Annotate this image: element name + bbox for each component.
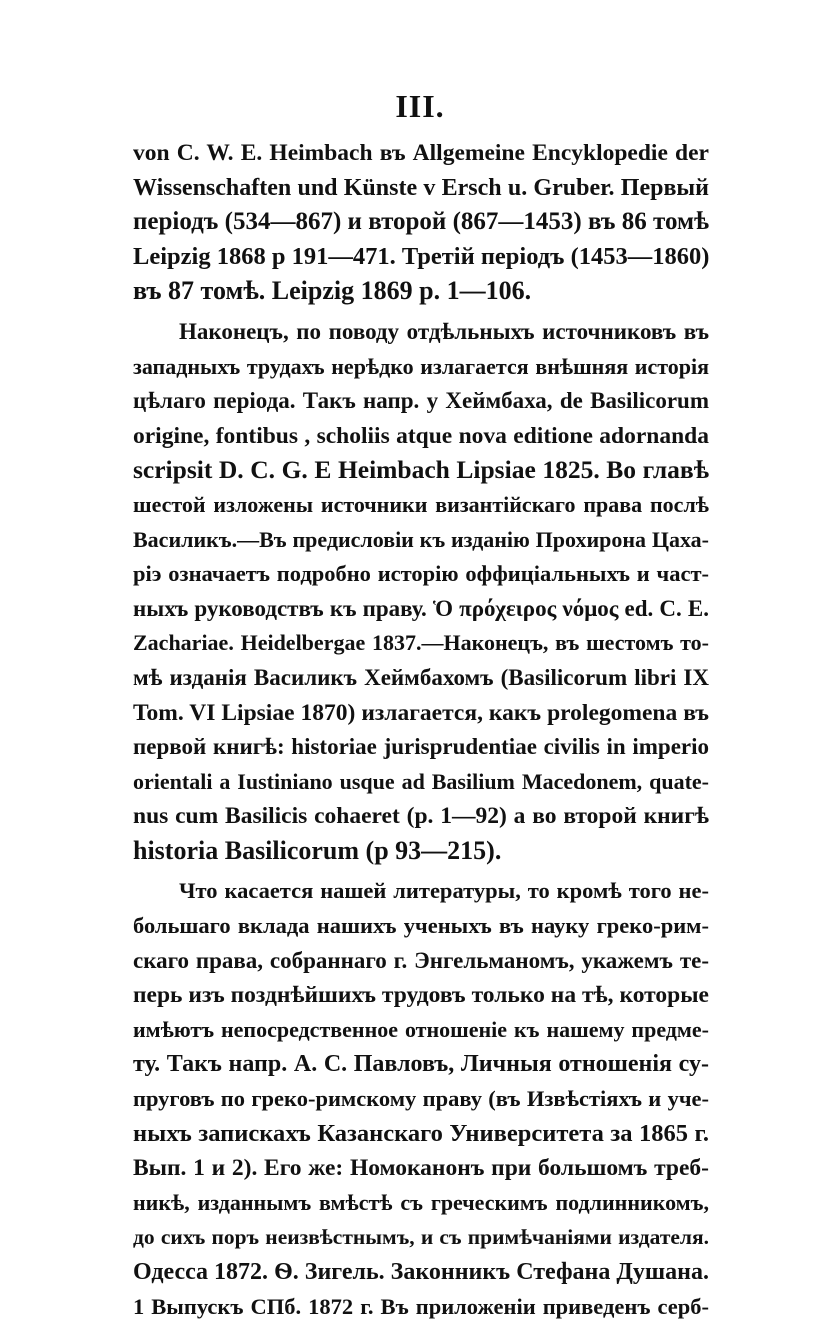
paragraph-3 (133, 874, 709, 1324)
text-line: цѣлаго періода. Такъ напр. у Хеймбаха, de Basilicorum (133, 388, 709, 414)
text-line: перь изъ позднѣйшихъ трудовъ только на тѣ, которые (133, 982, 709, 1009)
text-line: ріэ означаетъ подробно исторію оффиціальныхъ и част- (133, 561, 709, 587)
text-line: періодъ (534—867) и второй (867—1453) въ 86 томѣ (133, 208, 709, 236)
text-line: западныхъ трудахъ нерѣдко излагается внѣшняя исторія (133, 353, 709, 379)
text-line: scripsit D. C. G. E Heimbach Lipsiae 1825. Во главѣ (133, 455, 709, 485)
text-line: Zachariae. Heidelbergae 1837.—Наконецъ, въ шестомъ то- (133, 630, 709, 656)
text-line: никѣ, изданнымъ вмѣстѣ съ греческимъ подлинникомъ, (133, 1189, 709, 1215)
text-line: большаго вклада нашихъ ученыхъ въ науку греко-рим- (133, 913, 709, 939)
text-line: 1 Выпускъ СПб. 1872 г. Въ приложеніи приведенъ серб- (133, 1293, 709, 1319)
text-line: historia Basilicorum (p 93—215). (133, 835, 502, 865)
body-text (133, 136, 709, 1324)
text-line: до сихъ поръ неизвѣстнымъ, и съ примѣчаніями издателя. (133, 1225, 709, 1250)
text-line: ту. Такъ напр. А. С. Павловъ, Личныя отношенія су- (133, 1051, 709, 1078)
text-line: Leipzig 1868 p 191—471. Третій періодъ (1453—1860) (133, 242, 709, 270)
text-line: Вып. 1 и 2). Его же: Номоканонъ при большомъ треб- (133, 1155, 709, 1182)
text-line: Tom. VI Lipsiae 1870) излагается, какъ prolegomena въ (133, 699, 709, 726)
text-line: въ 87 томѣ. Leipzig 1869 p. 1—106. (133, 276, 532, 306)
text-line: ныхъ руководствъ къ праву. Ὁ πρόχειρος νόμος ed. C. E. (133, 595, 709, 621)
text-line: ныхъ запискахъ Казанскаго Университета за 1865 г. (133, 1119, 709, 1147)
text-line: имѣютъ непосредственное отношеніе къ нашему предме- (133, 1016, 709, 1042)
text-line: пруговъ по греко-римскому праву (въ Извѣстіяхъ и уче- (133, 1086, 709, 1112)
paragraph-2 (133, 315, 709, 869)
text-line: nus cum Basilicis cohaeret (p. 1—92) а во второй книгѣ (133, 803, 709, 830)
text-line: Василикъ.—Въ предисловіи къ изданію Прохирона Цаха- (133, 526, 709, 552)
text-line: origine, fontibus , scholiis atque nova editione adornanda (133, 422, 709, 449)
paragraph-1 (133, 136, 709, 309)
text-line: von C. W. E. Heimbach въ Allgemeine Encyklopedie der (133, 140, 709, 166)
text-line: мѣ изданія Василикъ Хеймбахомъ (Basilicorum libri IX (133, 664, 709, 690)
page-number: III. (395, 88, 445, 124)
text-line: шестой изложены источники византійскаго права послѣ (133, 491, 709, 517)
text-line: Наконецъ, по поводу отдѣльныхъ источниковъ въ (179, 318, 709, 344)
text-line: orientali a Iustiniano usque ad Basilium Macedonem, quate- (133, 768, 709, 794)
text-line: Что касается нашей литературы, то кромѣ того не- (179, 878, 709, 904)
text-line: Одесса 1872. Ѳ. Зигель. Законникъ Стефана Душана. (133, 1259, 709, 1285)
text-line: первой книгѣ: historiae jurisprudentiae civilis in imperio (133, 734, 709, 760)
text-line: скаго права, собраннаго г. Энгельманомъ, укажемъ те- (133, 947, 709, 973)
text-line: Wissenschaften und Künste v Ersch u. Gruber. Первый (133, 174, 709, 201)
